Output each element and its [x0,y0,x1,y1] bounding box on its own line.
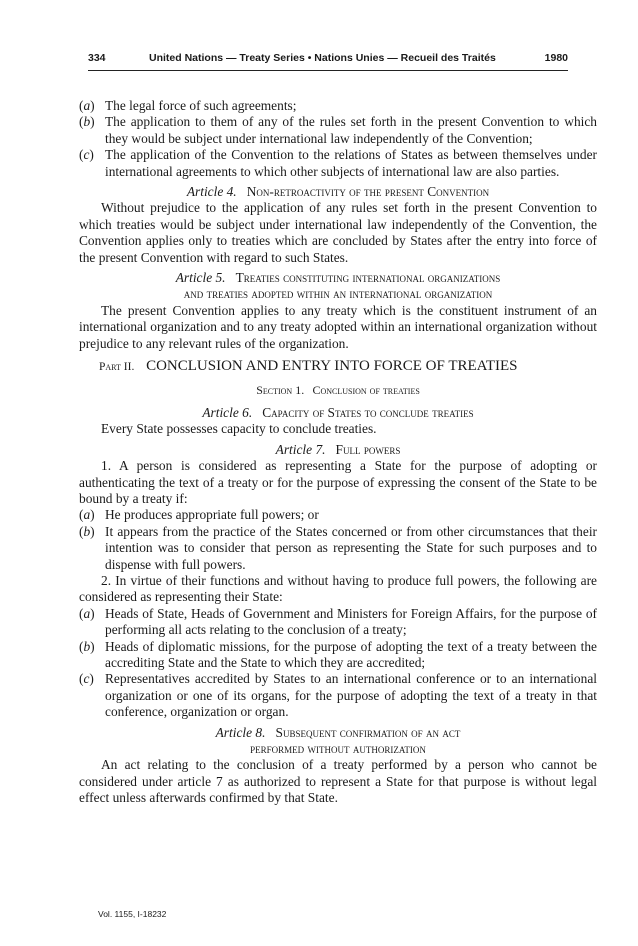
item-label: ( b ) [79,114,95,130]
list-item [79,507,597,523]
item-label: ( a ) [79,606,95,622]
item-text: The application of the Convention to the relations of States as between themselves under international agreements to which other subjects of international law are also parties. [105,147,597,179]
article-number: Article 4. [186,184,237,200]
article-5-text: The present Convention applies to any treaty which is the constituent instrument of an international organization and to any treaty adopted within an international organization without prejudice to any relevant rules of the organization. [79,302,597,351]
article-4-heading [79,184,597,200]
list-item [79,147,597,180]
item-text: He produces appropriate full powers; or [105,507,319,523]
article-7-heading [79,442,597,458]
item-text: Heads of diplomatic missions, for the purpose of adopting the text of a treaty between the accrediting State and the State to which they are accredited; [105,638,597,670]
article-title: Non-retroactivity of the present Convention [246,184,490,200]
series-title: United Nations — Treaty Series • Nations Unies — Recueil des Traités [149,52,496,64]
list-item [79,671,597,720]
article-8-text: An act relating to the conclusion of a treaty performed by a person who cannot be considered under article 7 as authorized to represent a State for that purpose is without legal effect unless afterwards confirmed by that State. [79,757,597,806]
part-heading [79,358,597,375]
article-7-para-1: 1. A person is considered as representing a State for the purpose of adopting or authenticating the text of a treaty or for the purpose of expressing the consent of the State to be bound by a treaty if: [79,458,597,506]
article-title: Capacity of States to conclude treaties [262,404,474,420]
list-item [79,606,597,639]
part-title: CONCLUSION AND ENTRY INTO FORCE OF TREATIES [146,358,518,375]
article-title-line-2: performed without authorization [250,741,426,757]
article-number: Article 7. [275,441,326,457]
item-text: It appears from the practice of the States concerned or from other circumstances that their intention was to consider that person as representing the State for such purposes and to dispense with full powers. [105,523,597,572]
section-number: Section 1. [256,382,305,397]
page-body [79,98,597,807]
article-6-heading [79,405,597,421]
article-4-text: Without prejudice to the application of any rules set forth in the present Convention to which treaties would be subject under international law independently of the Convention, the Convention applies only to treaties which are concluded by States after the entry into force of the present Convention with regard to such States. [79,200,597,265]
article-7-para-2: 2. In virtue of their functions and without having to produce full powers, the following are considered as representing their State: [79,572,597,605]
page-number: 334 [88,52,106,64]
item-label: ( b ) [79,639,95,655]
article-title-line-2: and treaties adopted within an international organization [183,286,493,302]
list-item [79,98,597,114]
article-number: Article 8. [215,724,266,740]
item-label: ( c ) [79,147,94,163]
year: 1980 [544,52,568,64]
running-header [88,48,568,71]
item-text: Representatives accredited by States to an international conference or to an international organization or one of its organs, for the purpose of adopting the text of a treaty in that conference, organization or organ. [105,671,597,720]
item-label: ( c ) [79,671,94,687]
article-title-line-1: Treaties constituting international organizations [235,270,501,286]
article-8-heading [79,725,597,758]
item-label: ( a ) [79,98,95,114]
list-item [79,114,597,147]
list-a [79,98,597,180]
article-6-text: Every State possesses capacity to conclude treaties. [101,421,377,437]
article-5-heading [79,270,597,303]
item-text: Heads of State, Heads of Government and Ministers for Foreign Affairs, for the purpose of performing all acts relating to the conclusion of a treaty; [105,605,597,638]
article-number: Article 5. [175,270,226,286]
item-text: The application to them of any of the rules set forth in the present Convention to which they would be subject under international law independently of the Convention; [105,114,597,146]
list-item [79,524,597,573]
article-title-line-1: Subsequent confirmation of an act [275,724,461,740]
article-number: Article 6. [202,404,253,420]
section-title: Conclusion of treaties [312,382,420,397]
section-heading [79,382,597,399]
article-title: Full powers [335,441,401,457]
item-text: The legal force of such agreements; [105,98,297,113]
item-label: ( b ) [79,524,95,540]
part-number: Part II. [99,361,135,374]
item-label: ( a ) [79,507,95,523]
volume-footer: Vol. 1155, I-18232 [98,909,167,919]
list-item [79,639,597,672]
